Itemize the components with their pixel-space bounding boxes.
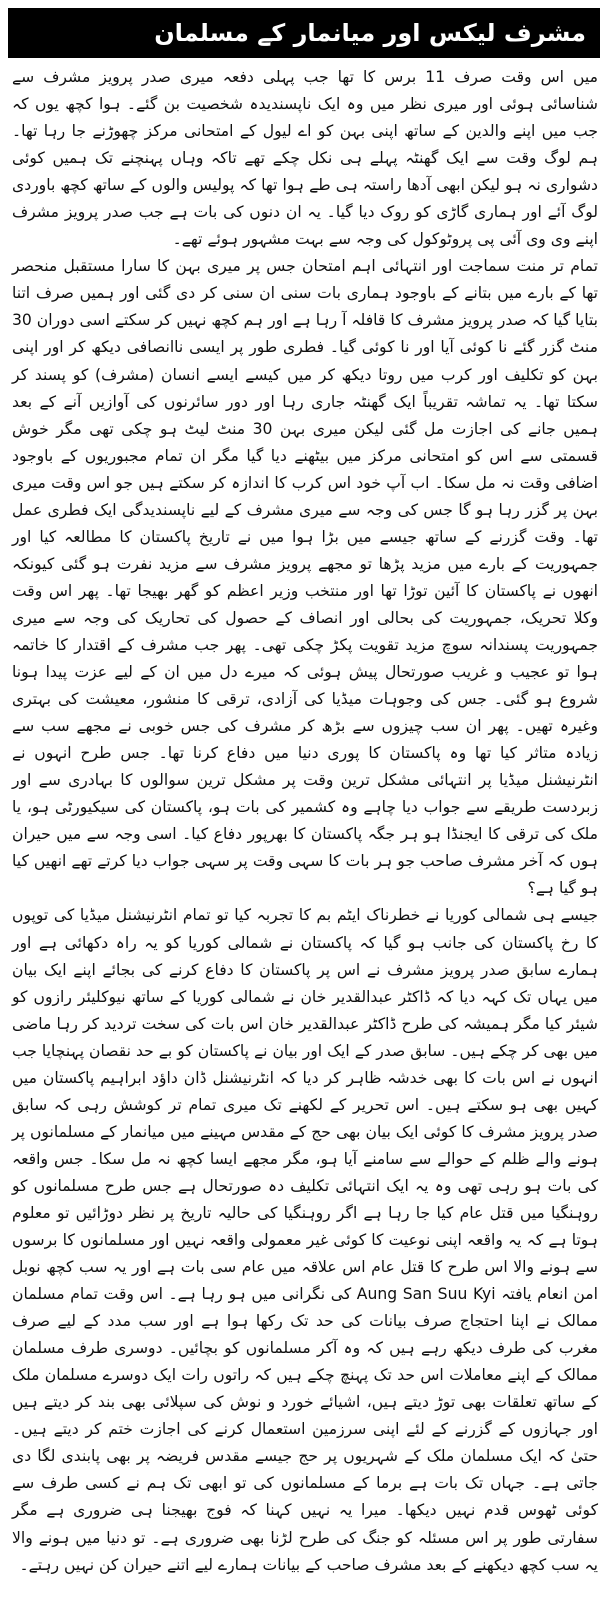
article-paragraph: جیسے ہی شمالی کوریا نے خطرناک ایٹم بم کا تجربہ کیا تو تمام انٹرنیشنل میڈیا کی توپوں کا رخ پاکستان کی جانب ہو گیا کہ پاکستان نے شمالی کوریا کو یہ راہ دکھائی ہے اور ہمارے سابق صدر پرویز مشرف نے اس پر پاکستان کا دفاع کرنے کی بجائے اپنے ایک بیان میں یہاں تک کہہ دیا کہ ڈاکٹر عبدالقدیر خان نے شمالی کوریا کے ساتھ نیوکلیئر رازوں کو شیئر کیا مگر ہمیشہ کی طرح ڈاکٹر عبدالقدیر خان اس بات کی سخت تردید کر رہا ماضی میں بھی کر چکے ہیں۔ سابق صدر کے ایک اور بیان نے پاکستان کو بے حد نقصان پہنچایا جب انہوں نے اس بات کا بھی خدشہ ظاہر کر دیا کہ انٹرنیشنل ڈان داؤد ابراہیم پاکستان میں کہیں بھی ہو سکتے ہیں۔ اس تحریر کے لکھنے تک میری تمام تر کوشش رہی کہ سابق صدر پرویز مشرف کا کوئی ایک بیان بھی حج کے مقدس مہینے میں میانمار کے مسلمانوں پر ہونے والے ظلم کے حوالے سے سامنے آیا ہو، مگر مجھے ایسا کچھ نہ مل سکا۔ جس واقعہ کی بات ہو رہی تھی وہ یہ ایک انتہائی تکلیف دہ صورتحال ہے جس طرح مسلمانوں کو روہنگیا میں قتل عام کیا جا رہا ہے اگر روہنگیا کی حالیہ تاریخ پر نظر دوڑائیں تو معلوم ہوتا ہے کہ یہ واقعہ اپنی نوعیت کا کوئی غیر معمولی واقعہ نہیں اور مسلمانوں کا برسوں سے ہونے والا اس طرح کا قتل عام اس علاقہ میں عام سی بات ہے اور یہ سب کچھ نوبل امن انعام یافتہ Aung San Suu Kyi کی نگرانی میں ہو رہا ہے۔ اس وقت تمام مسلمان ممالک نے اپنا احتجاج صرف بیانات کی حد تک رکھا ہوا ہے اور سب مدد کے لیے صرف مغرب کی طرف دیکھ رہے ہیں کہ وہ آکر مسلمانوں کو بچائیں۔ دوسری طرف مسلمان ممالک کے اپنے معاملات اس حد تک پہنچ چکے ہیں کہ راتوں رات ایک دوسرے مسلمان ملک کے ساتھ تعلقات بھی توڑ دیتے ہیں، اشیائے خورد و نوش کی سپلائی بھی بند کر دیتے ہیں اور جہازوں کے گزرنے کے لئے اپنی سرزمین استعمال کرنے کی اجازت ختم کر دیتے ہیں۔ حتیٰ کہ ایک مسلمان ملک کے شہریوں پر حج جیسے مقدس فریضہ پر بھی پابندی لگا دی جاتی ہے۔ جہاں تک بات ہے برما کے مسلمانوں کی تو ابھی تک ہم نے کسی طرف سے کوئی ٹھوس قدم نہیں دیکھا۔ میرا یہ نہیں کہنا کہ فوج بھیجنا ہی ضروری ہے مگر سفارتی طور پر اس مسئلہ کو جنگ کی طرح لڑنا بھی ضروری ہے۔ تو دنیا میں ہونے والا یہ سب کچھ دیکھنے کے بعد مشرف صاحب کے بیانات ہمارے لیے اتنے حیران کن نہیں رہتے۔ (12, 906, 598, 1574)
article-title: مشرف لیکس اور میانمار کے مسلمان (154, 19, 586, 47)
article-paragraph: میں اس وقت صرف 11 برس کا تھا جب پہلی دفعہ میری صدر پرویز مشرف سے شناسائی ہوئی اور میری نظر میں وہ ایک ناپسندیدہ شخصیت بن گئے۔ ہوا کچھ یوں کہ جب میں اپنے والدین کے ساتھ اپنی بہن کو اے لیول کے امتحانی مرکز چھوڑنے جا رہا تھا۔ ہم لوگ وقت سے ایک گھنٹہ پہلے ہی نکل چکے تھے تاکہ وہاں پہنچنے تک ہمیں کوئی دشواری نہ ہو لیکن ابھی آدھا راستہ ہی طے ہوا تھا کہ پولیس والوں کے ساتھ کچھ باوردی لوگ آئے اور ہماری گاڑی کو روک دیا گیا۔ یہ ان دنوں کی بات ہے جب صدر پرویز مشرف اپنے وی وی آئی پی پروٹوکول کی وجہ سے بہت مشہور ہوئے تھے۔ (12, 68, 598, 249)
headline-bar (8, 8, 600, 58)
article-paragraph: تمام تر منت سماجت اور انتہائی اہم امتحان جس پر میری بہن کا سارا مستقبل منحصر تھا کے بارے میں بتانے کے باوجود ہماری بات سنی ان سنی کر دی گئی اور ہمیں صرف اتنا بتایا گیا کہ صدر پرویز مشرف کا قافلہ آ رہا ہے اور ہم کچھ نہیں کر سکتے اسی دوران 30 منٹ گزر گئے نا کوئی آیا اور نا کوئی گیا۔ فطری طور پر ایسی ناانصافی دیکھ کر اور اپنی بہن کو تکلیف اور کرب میں روتا دیکھ کر میں کیسے ایسے انسان (مشرف) کو پسند کر سکتا تھا۔ یہ تماشہ تقریباً ایک گھنٹہ جاری رہا اور دور سائرنوں کی آوازیں آنے کے بعد ہمیں جانے کی اجازت مل گئی لیکن میری بہن 30 منٹ لیٹ ہو چکی تھی مگر خوش قسمتی سے اس کو امتحانی مرکز میں بیٹھنے دیا گیا مگر ان تمام مجبوریوں کے باوجود اضافی وقت نہ مل سکا۔ اب آپ خود اس کرب کا اندازہ کر سکتے ہیں جو اس وقت میری بہن پر گزر رہا ہو گا جس کی وجہ سے میری مشرف کے لیے ناپسندیدگی ایک فطری عمل تھا۔ وقت گزرنے کے ساتھ جیسے میں بڑا ہوا میں نے تاریخ پاکستان کا مطالعہ کیا اور جمہوریت کے بارے میں مزید پڑھا تو مجھے پرویز مشرف سے مزید نفرت ہو گئی کیونکہ انھوں نے پاکستان کا آئین توڑا تھا اور منتخب وزیر اعظم کو گھر بھیجا تھا۔ پھر اس وقت وکلا تحریک، جمہوریت کی بحالی اور انصاف کے حصول کی تحاریک کی وجہ سے میری جمہوریت پسندانہ سوچ مزید تقویت پکڑ چکی تھی۔ پھر جب مشرف کے اقتدار کا خاتمہ ہوا تو عجیب و غریب صورتحال پیش ہوئی کہ میرے دل میں ان کے لیے عزت پیدا ہونا شروع ہو گئی۔ جس کی وجوہات میڈیا کی آزادی، ترقی کا منشور، معیشت کی بہتری وغیرہ تھیں۔ پھر ان سب چیزوں سے بڑھ کر مشرف کی جس خوبی نے مجھے سب سے زیادہ متاثر کیا تھا وہ پاکستان کا پوری دنیا میں دفاع کرنا تھا۔ جس طرح انہوں نے انٹرنیشنل میڈیا پر انتہائی مشکل ترین وقت پر مشکل ترین سوالوں کا بہادری سے اور زبردست طریقے سے جواب دیا چاہے وہ کشمیر کی بات ہو، پاکستان کی سیکیورٹی ہو، یا ملک کی ترقی کا ایجنڈا ہو ہر جگہ پاکستان کا بھرپور دفاع کیا۔ اسی وجہ سے میں حیران ہوں کہ آخر مشرف صاحب جو ہر بات کا سہی وقت پر سہی جواب دیا کرتے تھے انھیں کیا ہو گیا ہے؟ (12, 257, 598, 898)
article-body (12, 64, 598, 1579)
